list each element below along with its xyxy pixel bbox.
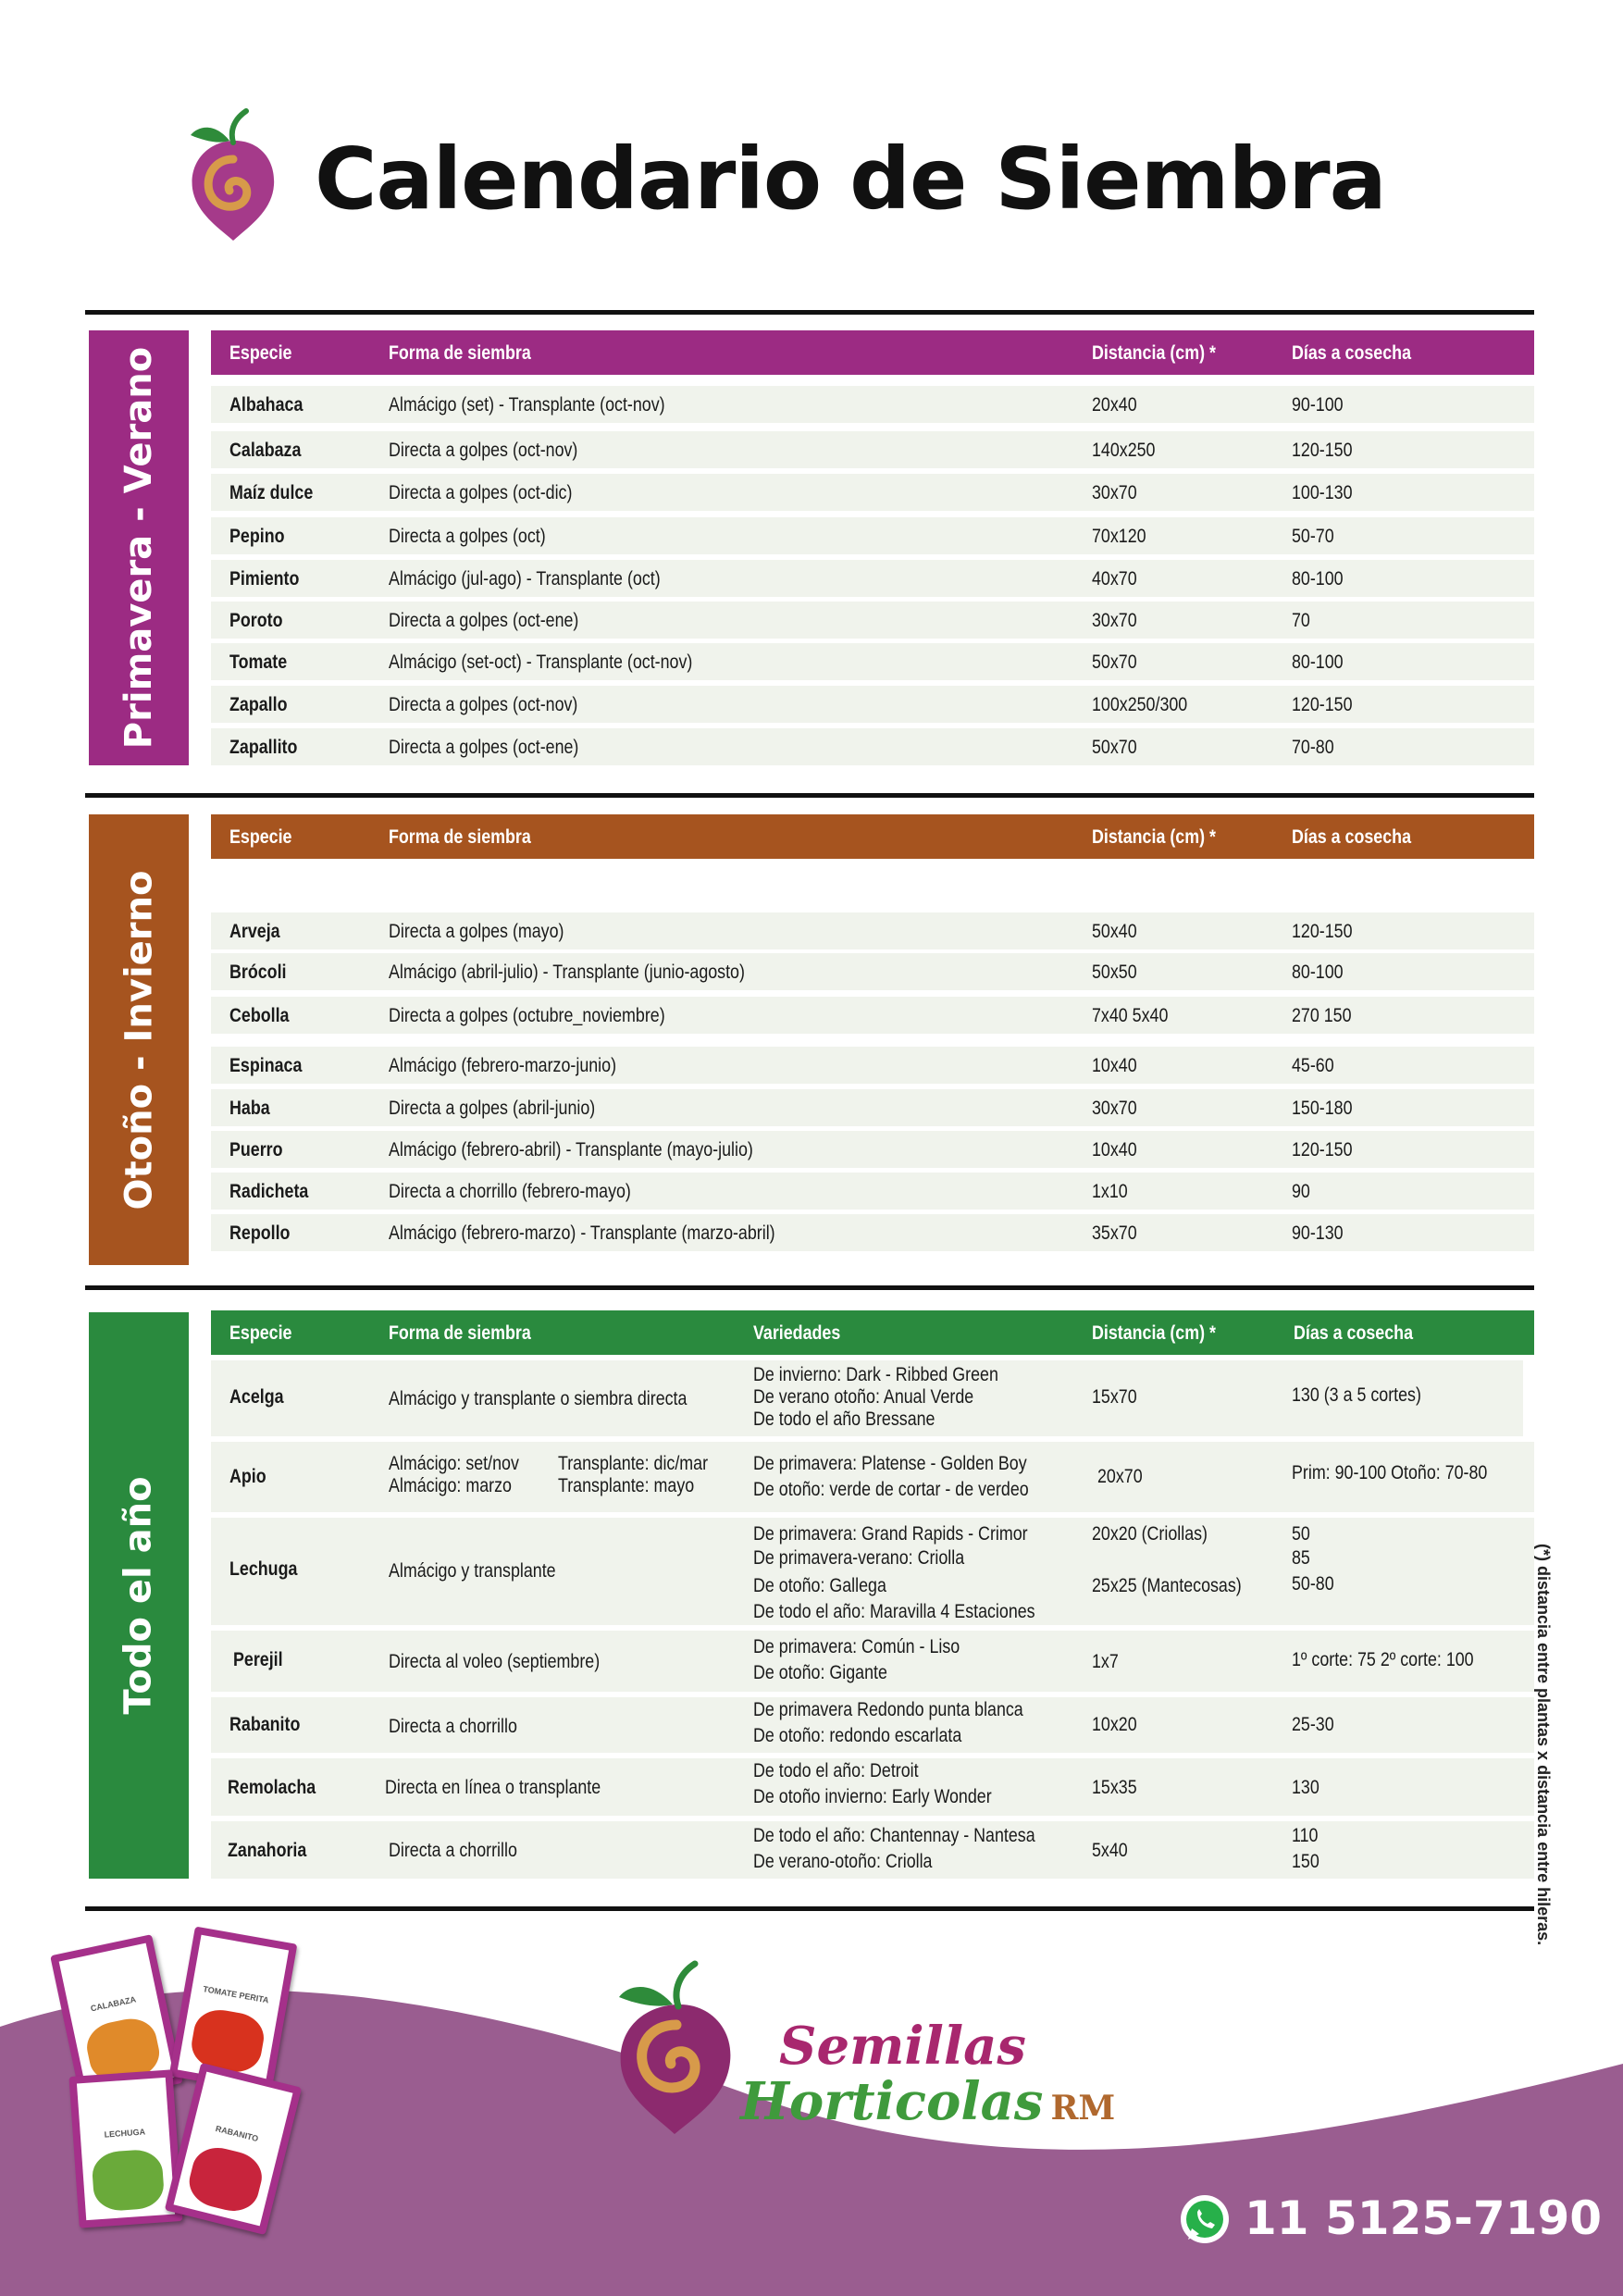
cell-dias: 50-80 [1292, 1573, 1334, 1595]
brand-name: Horticolas RM [740, 2071, 1116, 2132]
section-label-otono-invierno: Otoño - Invierno [89, 814, 189, 1265]
table-row [211, 474, 1534, 511]
cell-forma: Almácigo (febrero-marzo-junio) [389, 1055, 617, 1076]
cell-especie: Lechuga [229, 1558, 298, 1580]
cell-especie: Zapallito [229, 737, 298, 758]
cell-dias: 25-30 [1292, 1714, 1334, 1735]
brand-suffix: RM [1050, 2089, 1116, 2128]
cell-dias: 100-130 [1292, 482, 1353, 503]
cell-forma: Almácigo (set-oct) - Transplante (oct-nov) [389, 652, 693, 673]
cell-dias: 90-130 [1292, 1222, 1344, 1244]
cell-forma: Almácigo y transplante o siembra directa [389, 1388, 688, 1409]
header-dias: Días a cosecha [1292, 826, 1412, 848]
header-distancia: Distancia (cm) * [1092, 826, 1216, 848]
cell-forma: Directa a golpes (oct-nov) [389, 694, 578, 715]
cell-distancia: 50x40 [1092, 921, 1137, 942]
cell-variedad: De primavera: Platense - Golden Boy [753, 1453, 1027, 1474]
table-row [211, 1518, 1534, 1625]
cell-especie: Haba [229, 1098, 270, 1119]
table-header-primavera [211, 330, 1534, 375]
cell-variedad: De primavera: Grand Rapids - Crimor [753, 1523, 1028, 1545]
cell-distancia: 30x70 [1092, 482, 1137, 503]
header-distancia: Distancia (cm) * [1092, 1322, 1216, 1344]
cell-distancia: 10x40 [1092, 1055, 1137, 1076]
cell-distancia: 20x40 [1092, 394, 1137, 416]
cell-variedad: De otoño: Gallega [753, 1575, 886, 1596]
cell-distancia: 1x7 [1092, 1651, 1119, 1672]
cell-dias: 270 150 [1292, 1005, 1352, 1026]
section-label-todo-el-ano: Todo el año [89, 1312, 189, 1879]
cell-variedad: De todo el año: Chantennay - Nantesa [753, 1825, 1035, 1846]
cell-dias: 70 [1292, 610, 1310, 631]
cell-forma: Almácigo: set/nov [389, 1453, 519, 1474]
cell-forma: Almácigo (jul-ago) - Transplante (oct) [389, 568, 661, 590]
cell-dias: 1º corte: 75 2º corte: 100 [1292, 1649, 1474, 1670]
cell-especie: Tomate [229, 652, 288, 673]
cell-dias: 50-70 [1292, 526, 1334, 547]
cell-forma: Directa a golpes (oct-ene) [389, 737, 579, 758]
cell-variedad: De otoño: Gigante [753, 1662, 887, 1683]
cell-especie: Cebolla [229, 1005, 290, 1026]
table-row [211, 1131, 1534, 1168]
cell-especie: Arveja [229, 921, 280, 942]
cell-dias: 80-100 [1292, 962, 1344, 983]
table-row [211, 602, 1534, 639]
divider [85, 793, 1534, 798]
cell-forma: Almácigo: marzo [389, 1475, 512, 1496]
cell-forma: Transplante: mayo [558, 1475, 695, 1496]
table-row [211, 1089, 1534, 1126]
header-variedades: Variedades [753, 1322, 841, 1344]
cell-variedad: De otoño invierno: Early Wonder [753, 1786, 992, 1807]
cell-distancia: 20x70 [1097, 1466, 1143, 1487]
cell-dias: 90-100 [1292, 394, 1344, 416]
cell-distancia: 50x70 [1092, 737, 1137, 758]
cell-distancia: 30x70 [1092, 1098, 1137, 1119]
cell-especie: Pimiento [229, 568, 300, 590]
table-row [211, 431, 1534, 468]
page-title: Calendario de Siembra [315, 130, 1386, 229]
cell-especie: Repollo [229, 1222, 291, 1244]
cell-especie: Radicheta [229, 1181, 309, 1202]
table-row [211, 560, 1534, 597]
cell-variedad: De verano-otoño: Criolla [753, 1851, 933, 1872]
cell-distancia: 25x25 (Mantecosas) [1092, 1575, 1242, 1596]
cell-distancia: 1x10 [1092, 1181, 1128, 1202]
cell-especie: Pepino [229, 526, 285, 547]
table-header-todo [211, 1310, 1534, 1355]
table-row [211, 643, 1534, 680]
header-distancia: Distancia (cm) * [1092, 342, 1216, 364]
whatsapp-icon [1179, 2193, 1231, 2245]
table-row [211, 1758, 1534, 1816]
brand-logo-icon [181, 104, 283, 242]
header-forma: Forma de siembra [389, 826, 531, 848]
cell-dias: 130 (3 a 5 cortes) [1292, 1384, 1421, 1406]
table-row [211, 1442, 1534, 1512]
cell-forma: Directa a golpes (oct-ene) [389, 610, 579, 631]
cell-forma: Directa a chorrillo (febrero-mayo) [389, 1181, 631, 1202]
cell-forma: Directa a golpes (oct-dic) [389, 482, 573, 503]
cell-forma: Directa en línea o transplante [385, 1777, 601, 1798]
cell-dias: 85 [1292, 1547, 1310, 1569]
table-row [211, 1047, 1534, 1084]
cell-dias: 80-100 [1292, 568, 1344, 590]
seed-packet-image: TOMATE PERITA [169, 1927, 298, 2094]
table-row [211, 953, 1534, 990]
table-row [211, 728, 1534, 765]
cell-forma: Transplante: dic/mar [558, 1453, 709, 1474]
table-row [211, 1697, 1534, 1753]
cell-forma: Directa a chorrillo [389, 1840, 517, 1861]
seed-packet-image: RABANITO [165, 2063, 302, 2235]
cell-distancia: 10x40 [1092, 1139, 1137, 1160]
cell-dias: 130 [1292, 1777, 1319, 1798]
cell-dias: 70-80 [1292, 737, 1334, 758]
cell-forma: Directa al voleo (septiembre) [389, 1651, 601, 1672]
cell-especie: Remolacha [228, 1777, 316, 1798]
table-row [211, 517, 1534, 554]
table-row [211, 912, 1534, 949]
cell-distancia: 20x20 (Criollas) [1092, 1523, 1208, 1545]
cell-forma: Directa a chorrillo [389, 1716, 517, 1737]
header-forma: Forma de siembra [389, 342, 531, 364]
cell-especie: Zapallo [229, 694, 288, 715]
table-row [211, 1214, 1534, 1251]
cell-especie: Apio [229, 1466, 266, 1487]
cell-dias: 150-180 [1292, 1098, 1353, 1119]
cell-forma: Directa a golpes (abril-junio) [389, 1098, 596, 1119]
header-dias: Días a cosecha [1292, 342, 1412, 364]
phone-number: 11 5125-7190 [1245, 2191, 1603, 2245]
cell-variedad: De primavera: Común - Liso [753, 1636, 960, 1657]
cell-forma: Directa a golpes (mayo) [389, 921, 564, 942]
header-dias: Días a cosecha [1294, 1322, 1414, 1344]
cell-distancia: 15x70 [1092, 1386, 1137, 1408]
cell-variedad: De primavera Redondo punta blanca [753, 1699, 1023, 1720]
seed-packet-image: CALABAZA [50, 1934, 183, 2104]
cell-dias: 120-150 [1292, 921, 1353, 942]
seed-packet-image: LECHUGA [68, 2069, 182, 2228]
cell-distancia: 7x40 5x40 [1092, 1005, 1169, 1026]
table-row [211, 1173, 1534, 1210]
cell-especie: Perejil [233, 1649, 283, 1670]
cell-distancia: 35x70 [1092, 1222, 1137, 1244]
header-especie: Especie [229, 826, 292, 848]
cell-forma: Almácigo (abril-julio) - Transplante (junio-agosto) [389, 962, 745, 983]
cell-dias: 120-150 [1292, 1139, 1353, 1160]
footnote: (*) distancia entre plantas x distancia entre hileras. [1534, 1544, 1553, 1946]
cell-variedad: De todo el año: Detroit [753, 1760, 919, 1781]
cell-dias: 80-100 [1292, 652, 1344, 673]
cell-dias: 50 [1292, 1523, 1310, 1545]
table-row [211, 1821, 1534, 1879]
cell-variedad: De primavera-verano: Criolla [753, 1547, 965, 1569]
cell-distancia: 100x250/300 [1092, 694, 1188, 715]
cell-especie: Calabaza [229, 440, 302, 461]
cell-dias: 45-60 [1292, 1055, 1334, 1076]
cell-especie: Rabanito [229, 1714, 301, 1735]
cell-variedad: De otoño: redondo escarlata [753, 1725, 962, 1746]
cell-distancia: 40x70 [1092, 568, 1137, 590]
cell-forma: Directa a golpes (oct-nov) [389, 440, 578, 461]
cell-distancia: 70x120 [1092, 526, 1146, 547]
cell-dias: 120-150 [1292, 694, 1353, 715]
cell-forma: Almácigo y transplante [389, 1560, 556, 1582]
cell-distancia: 50x50 [1092, 962, 1137, 983]
cell-variedad: De verano otoño: Anual Verde [753, 1386, 974, 1408]
cell-dias: 90 [1292, 1181, 1310, 1202]
brand-name: Semillas [779, 2016, 1026, 2077]
cell-distancia: 15x35 [1092, 1777, 1137, 1798]
cell-distancia: 50x70 [1092, 652, 1137, 673]
section-label-primavera-verano: Primavera - Verano [89, 330, 189, 765]
cell-especie: Poroto [229, 610, 283, 631]
cell-distancia: 140x250 [1092, 440, 1156, 461]
cell-dias: Prim: 90-100 Otoño: 70-80 [1292, 1462, 1488, 1483]
header-forma: Forma de siembra [389, 1322, 531, 1344]
cell-forma: Almácigo (febrero-marzo) - Transplante (marzo-abril) [389, 1222, 775, 1244]
cell-distancia: 30x70 [1092, 610, 1137, 631]
brand-logo-icon [606, 1953, 745, 2138]
divider [85, 310, 1534, 315]
cell-forma: Directa a golpes (octubre_noviembre) [389, 1005, 665, 1026]
cell-especie: Brócoli [229, 962, 287, 983]
table-row [211, 686, 1534, 723]
cell-especie: Espinaca [229, 1055, 303, 1076]
table-row [211, 1631, 1534, 1692]
table-row [211, 997, 1534, 1034]
cell-especie: Albahaca [229, 394, 304, 416]
cell-variedad: De invierno: Dark - Ribbed Green [753, 1364, 998, 1385]
cell-distancia: 5x40 [1092, 1840, 1128, 1861]
cell-distancia: 10x20 [1092, 1714, 1137, 1735]
cell-forma: Directa a golpes (oct) [389, 526, 546, 547]
cell-variedad: De todo el año Bressane [753, 1409, 935, 1430]
divider [85, 1906, 1534, 1911]
header-especie: Especie [229, 342, 292, 364]
cell-dias: 110 [1292, 1825, 1319, 1846]
cell-variedad: De todo el año: Maravilla 4 Estaciones [753, 1601, 1035, 1622]
cell-especie: Acelga [229, 1386, 284, 1408]
divider [85, 1285, 1534, 1290]
cell-variedad: De otoño: verde de cortar - de verdeo [753, 1479, 1029, 1500]
cell-forma: Almácigo (febrero-abril) - Transplante (mayo-julio) [389, 1139, 753, 1160]
table-header-otono [211, 814, 1534, 859]
cell-especie: Puerro [229, 1139, 283, 1160]
cell-dias: 120-150 [1292, 440, 1353, 461]
cell-especie: Zanahoria [228, 1840, 307, 1861]
table-row [211, 1360, 1523, 1436]
header-especie: Especie [229, 1322, 292, 1344]
cell-especie: Maíz dulce [229, 482, 314, 503]
cell-forma: Almácigo (set) - Transplante (oct-nov) [389, 394, 665, 416]
cell-dias: 150 [1292, 1851, 1319, 1872]
table-row [211, 386, 1534, 423]
